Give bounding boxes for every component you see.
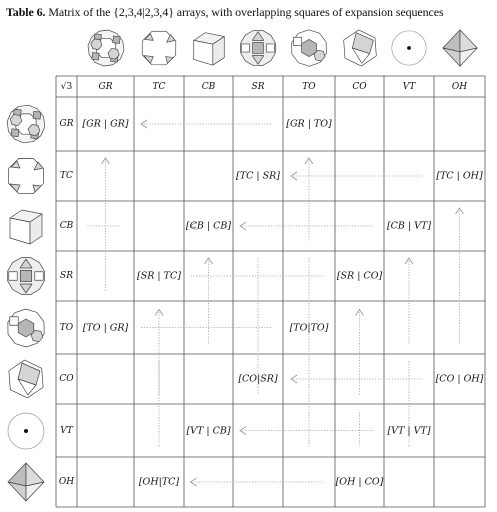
matrix-cell-sr-co: [SR | CO] [336, 270, 383, 282]
left-octahedron-icon [4, 460, 48, 504]
matrix-cell-to-to: [TO|TO] [289, 322, 329, 333]
row-header-vt: VT [60, 425, 73, 436]
matrix-cell-cb-cb: [CB | CB] [185, 220, 232, 232]
top-great-rhombicuboctahedron-icon [85, 27, 127, 69]
top-small-rhombicuboctahedron-icon [237, 27, 279, 69]
corner-sqrt3: √3 [60, 81, 73, 92]
column-header-sr: SR [251, 81, 265, 92]
matrix-cell-cb-vt: [CB | VT] [386, 220, 432, 232]
left-cube-icon [4, 204, 48, 248]
matrix-cell-vt-vt: [VT | VT] [387, 425, 431, 436]
top-truncated-cube-icon [138, 27, 180, 69]
column-header-cb: CB [201, 81, 216, 92]
row-header-gr: GR [59, 119, 74, 129]
matrix-cell-to-gr: [TO | GR] [82, 322, 129, 333]
top-cuboctahedron-icon [339, 27, 381, 69]
row-header-sr: SR [60, 271, 73, 281]
row-header-to: TO [59, 322, 74, 333]
column-header-vt: VT [402, 81, 416, 92]
column-header-tc: TC [152, 81, 166, 92]
matrix-cell-tc-oh: [TC | OH] [436, 170, 483, 182]
column-header-co: CO [352, 81, 367, 92]
left-cuboctahedron-icon [4, 357, 48, 401]
matrix-cell-tc-sr: [TC | SR] [236, 170, 280, 182]
column-header-oh: OH [451, 81, 468, 92]
row-header-cb: CB [59, 221, 74, 231]
matrix-cell-oh-co: [OH | CO] [335, 476, 384, 488]
top-vertex-icon [388, 27, 430, 69]
matrix-cell-co-sr: [CO|SR] [238, 373, 278, 385]
matrix-cell-oh-tc: [OH|TC] [138, 476, 180, 488]
top-cube-icon [188, 27, 230, 69]
row-header-tc: TC [60, 171, 73, 181]
row-header-co: CO [59, 374, 74, 384]
table-label: Table 6. [6, 5, 46, 19]
table-caption-text: Matrix of the {2,3,4|2,3,4} arrays, with overlapping squares of expansion sequences [48, 5, 444, 19]
left-vertex-icon [4, 409, 48, 453]
left-great-rhombicuboctahedron-icon [4, 102, 48, 146]
row-header-oh: OH [58, 477, 75, 487]
left-truncated-octahedron-icon [4, 306, 48, 350]
matrix-cell-sr-tc: [SR | TC] [137, 270, 181, 282]
left-truncated-cube-icon [4, 154, 48, 198]
matrix-cell-gr-to: [GR | TO] [286, 118, 332, 130]
column-header-gr: GR [98, 81, 113, 92]
matrix-cell-gr-gr: [GR | GR] [82, 118, 129, 130]
matrix-cell-vt-cb: [VT | CB] [186, 425, 231, 436]
top-octahedron-icon [439, 27, 481, 69]
top-truncated-octahedron-icon [288, 27, 330, 69]
column-header-to: TO [302, 81, 316, 92]
left-small-rhombicuboctahedron-icon [4, 254, 48, 298]
matrix-cell-co-oh: [CO | OH] [435, 373, 484, 385]
